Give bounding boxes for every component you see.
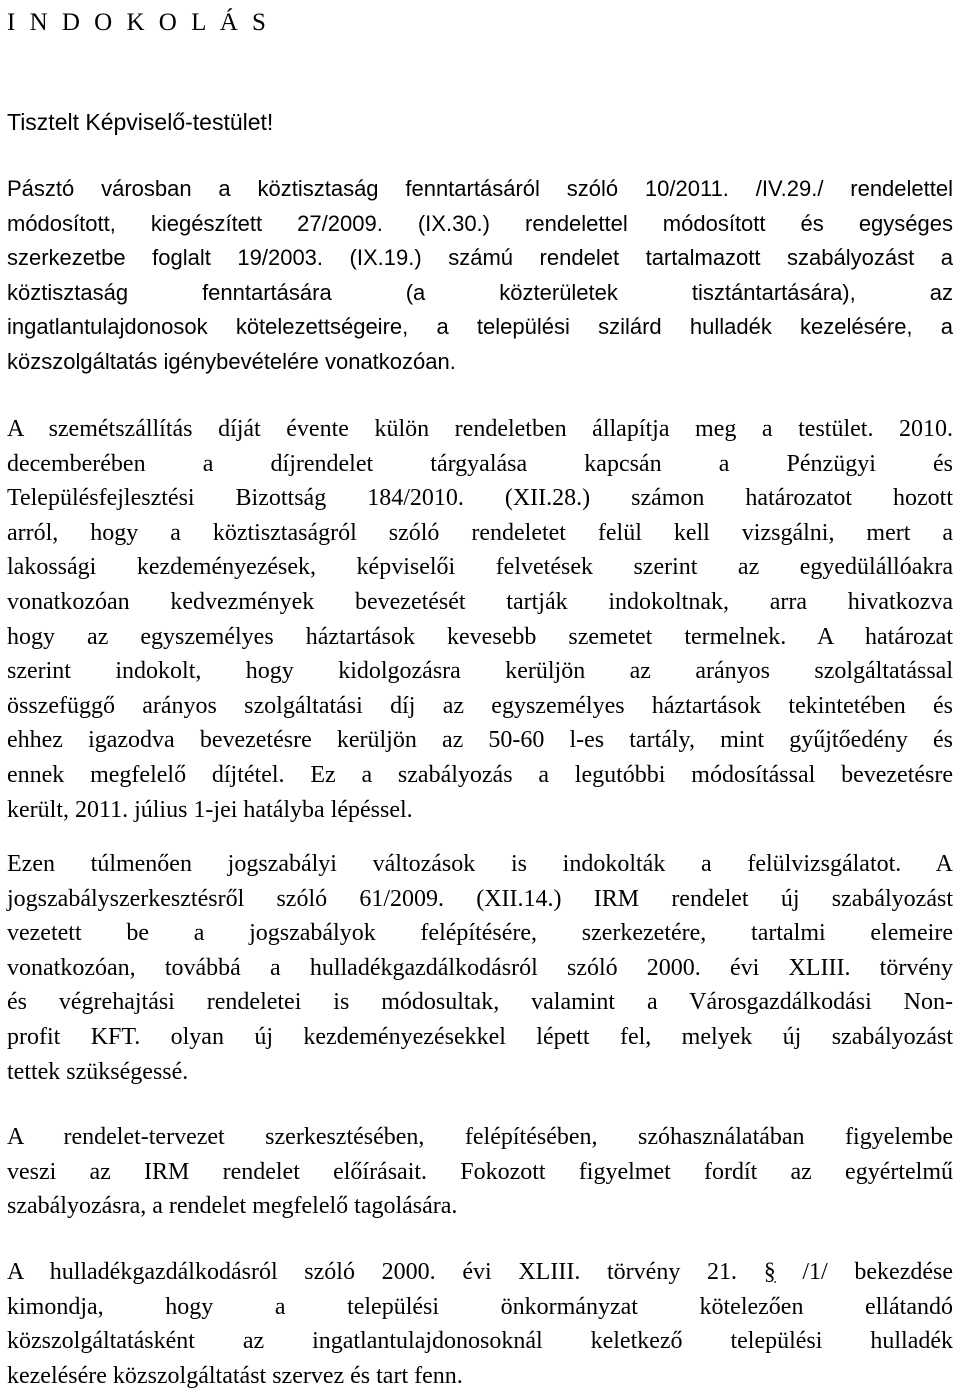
paragraph-line: Ezen túlmenően jogszabályi változások is indokolták a felülvizsgálatot. A — [7, 851, 953, 877]
paragraph-line: vezetett be a jogszabályok felépítésére, szerkezetére, tartalmi elemeire — [7, 920, 953, 947]
paragraph-line: A rendelet-tervezet szerkesztésében, felépítésében, szóhasználatában figyelembe — [7, 1124, 953, 1150]
paragraph-line: kimondja, hogy a települési önkormányzat kötelezően ellátandó — [7, 1293, 953, 1320]
paragraph-text: A hulladékgazdálkodásról szóló 2000. évi XLIII. törvény 21. — [7, 1259, 764, 1285]
paragraph-3 — [7, 847, 953, 1089]
document-title: I N D O K O L Á S — [7, 9, 270, 36]
paragraph-line: szerkezetbe foglalt 19/2003. (IX.19.) számú rendelet tartalmazott szabályozást a — [7, 245, 953, 271]
salutation: Tisztelt Képviselő-testület! — [7, 109, 274, 135]
paragraph-line: Pásztó városban a köztisztaság fenntartásáról szóló 10/2011. /IV.29./ rendelettel — [7, 176, 953, 201]
document-page — [7, 0, 953, 1392]
paragraph-line: került, 2011. július 1-jei hatályba lépéssel. — [7, 796, 413, 823]
paragraph-line: A szemétszállítás díját évente külön rendeletben állapítja meg a testület. 2010. — [7, 416, 953, 442]
paragraph-line: decemberében a díjrendelet tárgyalása kapcsán a Pénzügyi és — [7, 450, 953, 477]
paragraph-line: összefüggő arányos szolgáltatási díj az egyszemélyes háztartások tekintetében és — [7, 692, 953, 719]
paragraph-line: profit KFT. olyan új kezdeményezésekkel lépett fel, melyek új szabályozást — [7, 1023, 953, 1050]
paragraph-line: közszolgáltatás igénybevételére vonatkozóan. — [7, 348, 456, 374]
paragraph-line: szabályozásra, a rendelet megfelelő tagolására. — [7, 1193, 458, 1220]
paragraph-line: vonatkozóan, továbbá a hulladékgazdálkodásról szóló 2000. évi XLIII. törvény — [7, 954, 953, 981]
paragraph-line — [7, 1255, 953, 1290]
paragraph-line: arról, hogy a köztisztaságról szóló rendeletet felül kell vizsgálni, mert a — [7, 519, 953, 546]
paragraph-line: módosított, kiegészített 27/2009. (IX.30.) rendelettel módosított és egységes — [7, 210, 953, 236]
paragraph-line: köztisztaság fenntartására (a közterületek tisztántartására), az — [7, 279, 953, 305]
paragraph-1 — [7, 172, 953, 380]
paragraph-line: jogszabályszerkesztésről szóló 61/2009. (XII.14.) IRM rendelet új szabályozást — [7, 885, 953, 912]
paragraph-4 — [7, 1120, 953, 1224]
paragraph-line: lakossági kezdeményezések, képviselői felvetések szerint az egyedülállóakra — [7, 554, 953, 581]
paragraph-5 — [7, 1255, 953, 1393]
paragraph-line: Településfejlesztési Bizottság 184/2010. (XII.28.) számon határozatot hozott — [7, 485, 953, 512]
paragraph-line: szerint indokolt, hogy kidolgozásra kerüljön az arányos szolgáltatással — [7, 658, 953, 685]
paragraph-line: veszi az IRM rendelet előírásait. Fokozott figyelmet fordít az egyértelmű — [7, 1158, 953, 1185]
paragraph-line: és végrehajtási rendeletei is módosultak, valamint a Városgazdálkodási Non- — [7, 989, 953, 1016]
paragraph-2 — [7, 412, 953, 827]
section-sign: § — [763, 1259, 776, 1285]
paragraph-line: kezelésére közszolgáltatást szervez és tart fenn. — [7, 1362, 463, 1389]
paragraph-line: ennek megfelelő díjtétel. Ez a szabályozás a legutóbbi módosítással bevezetésre — [7, 761, 953, 788]
paragraph-line: vonatkozóan kedvezmények bevezetését tartják indokoltnak, arra hivatkozva — [7, 588, 953, 615]
paragraph-line: ingatlantulajdonosok kötelezettségeire, a települési szilárd hulladék kezelésére, a — [7, 314, 953, 340]
paragraph-text: /1/ bekezdése — [775, 1259, 953, 1285]
paragraph-line: közszolgáltatásként az ingatlantulajdonosoknál keletkező települési hulladék — [7, 1328, 953, 1355]
paragraph-line: hogy az egyszemélyes háztartások kevesebb szemetet termelnek. A határozat — [7, 623, 953, 650]
paragraph-line: ehhez igazodva bevezetésre kerüljön az 50-60 l-es tartály, mint gyűjtőedény és — [7, 727, 953, 754]
paragraph-line: tettek szükségessé. — [7, 1058, 189, 1085]
